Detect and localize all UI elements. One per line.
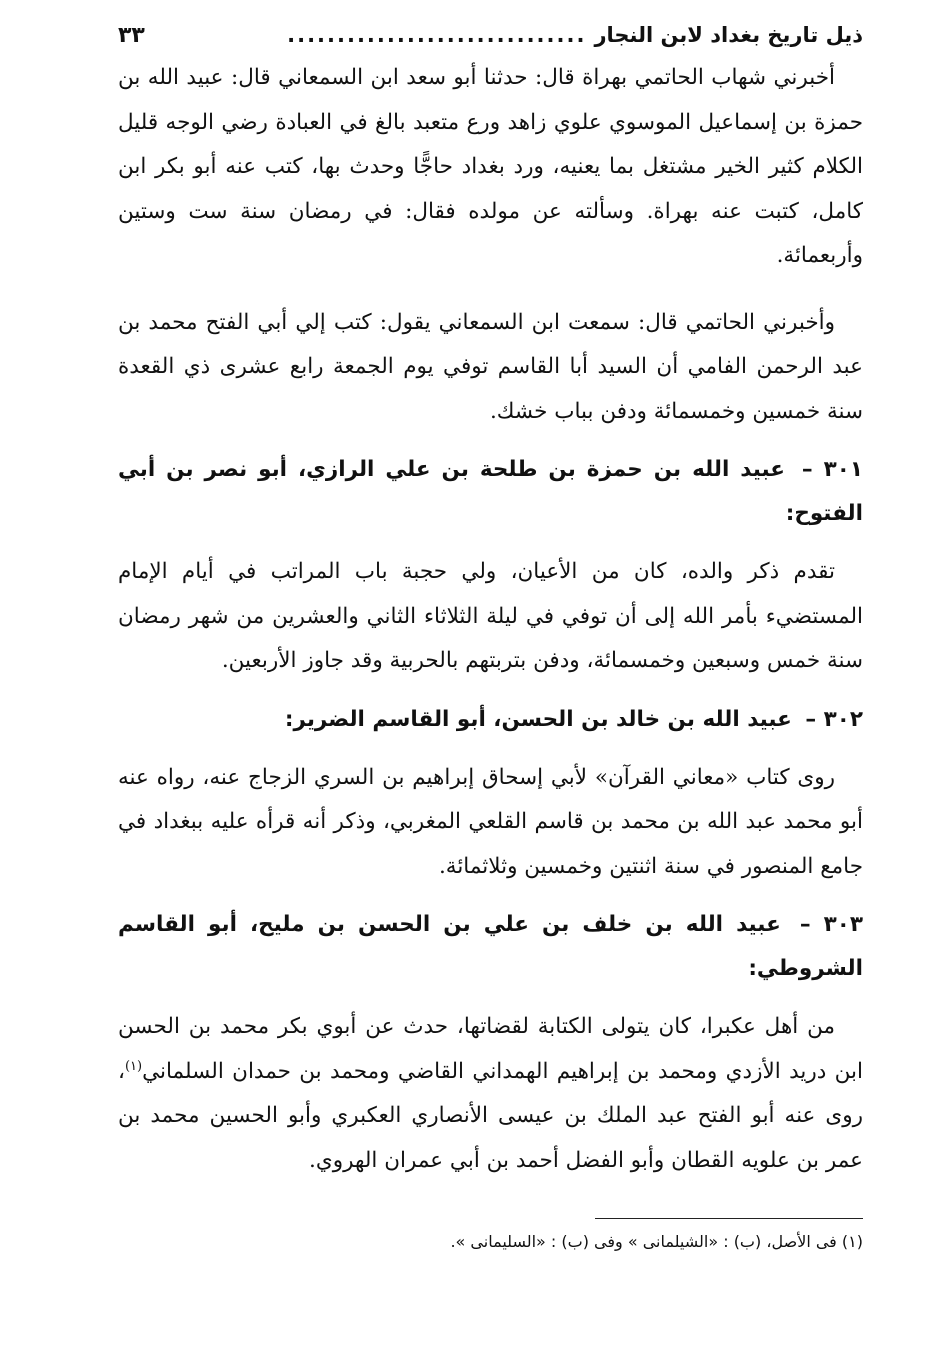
book-page — [118, 18, 863, 1183]
entry-303-number: ٣٠٣ – — [799, 912, 863, 937]
entry-301-heading — [118, 448, 863, 536]
book-title: ذيل تاريخ بغداد لابن النجار — [594, 23, 863, 47]
running-header — [118, 18, 863, 56]
entry-302-heading — [118, 698, 863, 742]
entry-301-number: ٣٠١ – — [801, 457, 863, 482]
entry-302-text: روى كتاب «معاني القرآن» لأبي إسحاق إبراهيم بن السري الزجاج عنه، رواه عنه أبو محمد عبد الله بن محمد بن قاسم القلعي المغربي، وذكر أنه قرأه عليه ببغداد في جامع المنصور في سنة اثنتين وخمسين وثلاثمائة. — [118, 764, 863, 879]
footnote-divider — [595, 1218, 863, 1219]
entry-303-text — [118, 1005, 863, 1183]
paragraph-2: وأخبرني الحاتمي قال: سمعت ابن السمعاني يقول: كتب إلي أبي الفتح محمد بن عبد الرحمن الفامي أن السيد أبا القاسم توفي يوم الجمعة رابع عشرى ذي القعدة سنة خمسين وخمسمائة ودفن بباب خشك. — [118, 309, 863, 424]
entry-301-text: تقدم ذكر والده، كان من الأعيان، ولي حجبة باب المراتب في أيام الإمام المستضيء بأمر الله إلى أن توفي في ليلة الثلاثاء الثاني والعشرين من شهر رمضان سنة خمس وسبعين وخمسمائة، ودفن بتربتهم بالحربية وقد جاوز الأربعين. — [118, 559, 863, 673]
entry-302-title: عبيد الله بن خالد بن الحسن، أبو القاسم الضرير: — [284, 706, 792, 732]
footnote: (١) فى الأصل، (ب) : «الشيلمانى » وفى (ب) : «السليمانى ». — [450, 1232, 863, 1251]
page-number: ٣٣ — [118, 23, 145, 48]
paragraph-1: أخبرني شهاب الحاتمي بهراة قال: حدثنا أبو سعد ابن السمعاني قال: عبيد الله بن حمزة بن إسماعيل الموسوي علوي زاهد ورع متعبد بالغ في العبادة رضي الوجه قليل الكلام كثير الخير مشتغل بما يعنيه، ورد بغداد حاجًّا وحدث بها، كتب عنه أبو بكر ابن كامل، كتبت عنه بهراة. وسألته عن مولده فقال: في رمضان سنة ست وستين وأربعمائة. — [118, 65, 863, 268]
header-leader-dots: .............................. — [287, 23, 587, 47]
entry-303-title: عبيد الله بن خلف بن علي بن الحسن بن مليح، أبو القاسم الشروطي: — [118, 912, 863, 981]
footnote-reference[interactable]: (١) — [124, 1058, 143, 1074]
entry-303-text-part1: من أهل عكبرا، كان يتولى الكتابة لقضاتها، حدث عن أبوي بكر محمد بن الحسن ابن دريد الأزدي ومحمد بن إبراهيم الهمداني القاضي ومحمد بن حمدان السلماني — [118, 1014, 863, 1084]
entry-303-heading — [118, 903, 863, 991]
entry-302-number: ٣٠٢ – — [805, 706, 863, 732]
entry-301-title: عبيد الله بن حمزة بن طلحة بن علي الرازي، أبو نصر بن أبي الفتوح: — [118, 457, 863, 526]
entry-303-text-part2: ، روى عنه أبو الفتح عبد الملك بن عيسى الأنصاري العكبري وأبو الحسين محمد بن عمر بن علويه القطان وأبو الفضل أحمد بن أبي عمران الهروي. — [118, 1058, 863, 1173]
